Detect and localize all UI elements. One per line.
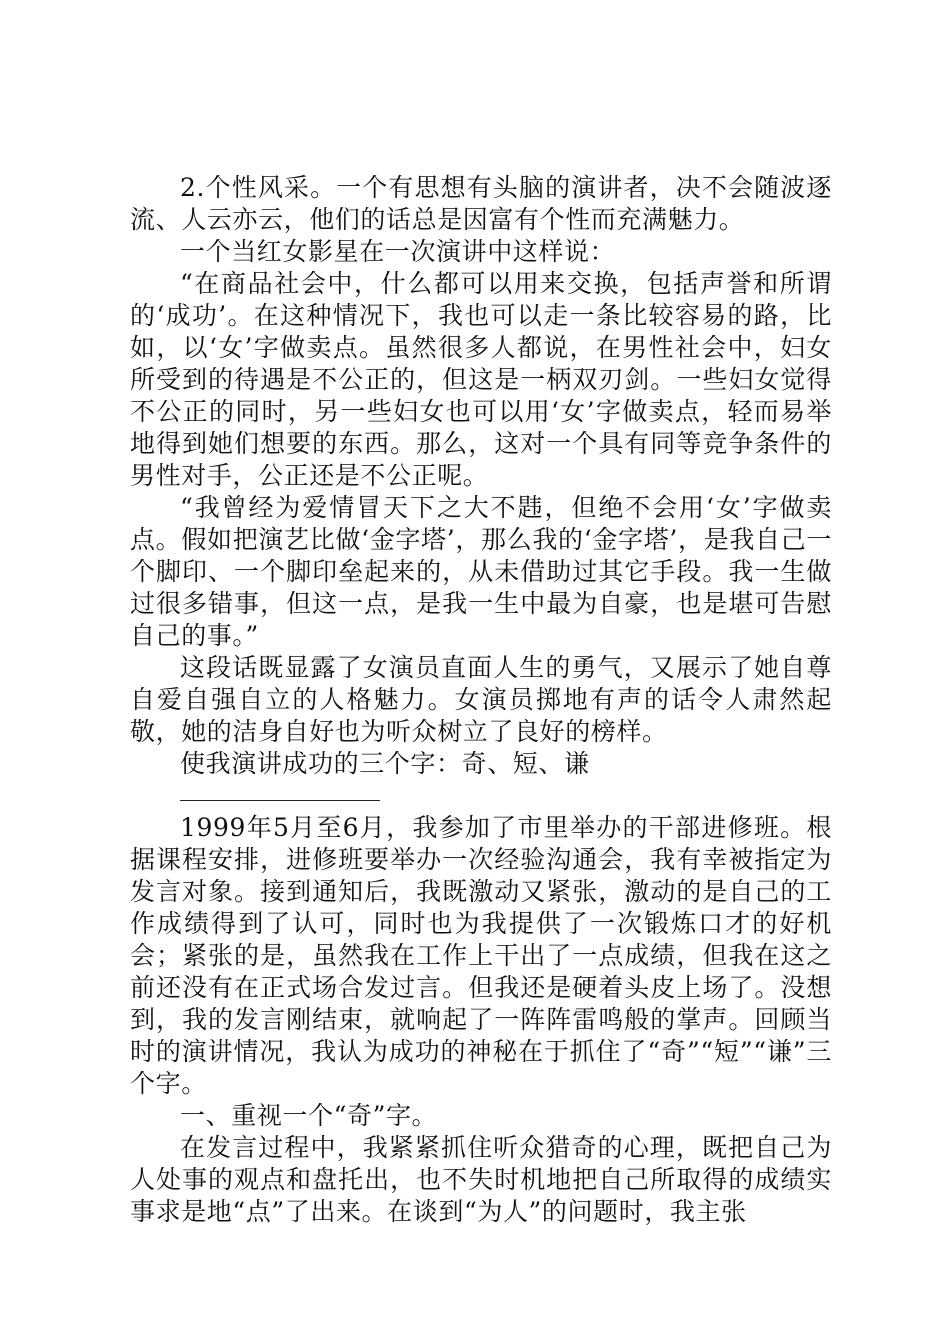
paragraph-quote-part-1: “在商品社会中，什么都可以用来交换，包括声誉和所谓的‘成功’。在这种情况下，我也可以走一条比较容易的路，比如，以‘女’字做卖点。虽然很多人都说，在男性社会中，妇女所受到的待遇是不公正的，但这是一柄双刃剑。一些妇女觉得不公正的同时，另一些妇女也可以用‘女’字做卖点，轻而易举地得到她们想要的东西。那么，这对一个具有同等竞争条件的男性对手，公正还是不公正呢。 — [130, 269, 832, 490]
paragraph-quote-part-2: “我曾经为爱情冒天下之大不韪，但绝不会用‘女’字做卖点。假如把演艺比做‘金字塔’，那么我的‘金字塔’，是我自己一个脚印、一个脚印垒起来的，从未借助过其它手段。我一生做过很多错事，但这一点，是我一生中最为自豪，也是堪可告慰自己的事。” — [130, 493, 832, 650]
document-body — [130, 172, 832, 1228]
paragraph-actress-intro: 一个当红女影星在一次演讲中这样说： — [180, 237, 616, 266]
paragraph-qi-detail: 在发言过程中，我紧紧抓住听众猎奇的心理，既把自己为人处事的观点和盘托出，也不失时机地把自己所取得的成绩实事求是地“点”了出来。在谈到“为人”的问题时，我主张 — [130, 1133, 832, 1226]
underline-rule — [180, 800, 380, 801]
paragraph-heading-qi: 一、重视一个“奇”字。 — [180, 1101, 438, 1130]
paragraph-story: 1999年5月至6月，我参加了市里举办的干部进修班。根据课程安排，进修班要举办一次经验沟通会，我有幸被指定为发言对象。接到通知后，我既激动又紧张，激动的是自己的工作成绩得到了认可，同时也为我提供了一次锻炼口才的好机会；紧张的是，虽然我在工作上干出了一点成绩，但我在这之前还没有在正式场合发过言。但我还是硬着头皮上场了。没想到，我的发言刚结束，就响起了一阵阵雷鸣般的掌声。回顾当时的演讲情况，我认为成功的神秘在于抓住了“奇”“短”“谦”三个字。 — [130, 813, 832, 1098]
paragraph-personal-style: 2.个性风采。一个有思想有头脑的演讲者，决不会随波逐流、人云亦云，他们的话总是因富有个性而充满魅力。 — [130, 173, 832, 234]
section-title: 使我演讲成功的三个字：奇、短、谦 — [180, 749, 590, 778]
title-underline — [130, 780, 832, 812]
paragraph-commentary: 这段话既显露了女演员直面人生的勇气，又展示了她自尊自爱自强自立的人格魅力。女演员掷地有声的话令人肃然起敬，她的洁身自好也为听众树立了良好的榜样。 — [130, 653, 832, 746]
